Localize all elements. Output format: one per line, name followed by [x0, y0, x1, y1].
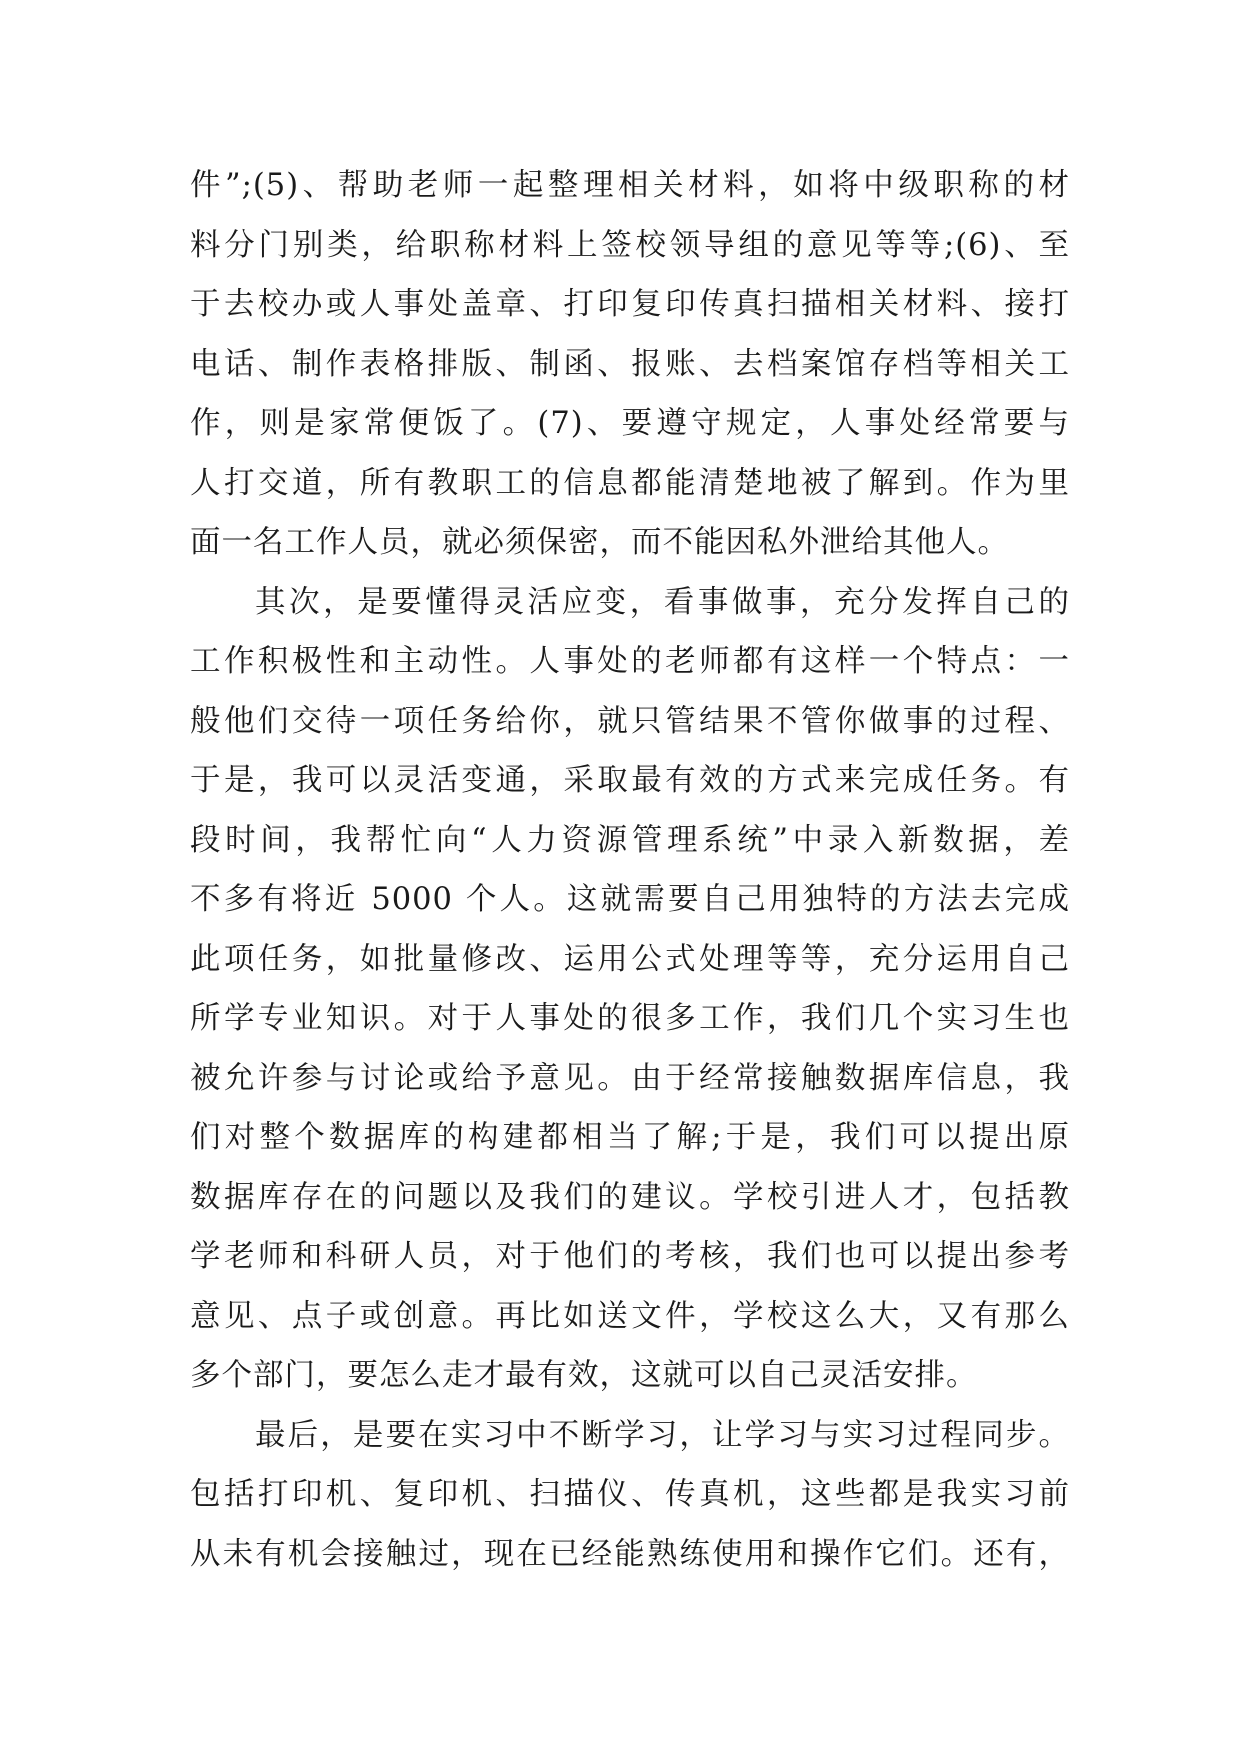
- text-line: 数据库存在的问题以及我们的建议。学校引进人才，包括教: [190, 1179, 1070, 1215]
- text-line: 于是，我可以灵活变通，采取最有效的方式来完成任务。有: [190, 763, 1070, 798]
- text-line: 工作积极性和主动性。人事处的老师都有这样一个特点：一: [190, 644, 1070, 679]
- text-line: 多个部门，要怎么走才最有效，这就可以自己灵活安排。: [190, 1358, 978, 1393]
- body-text: [190, 156, 1070, 1584]
- text-line: 人打交道，所有教职工的信息都能清楚地被了解到。作为里: [190, 465, 1070, 501]
- text-line: 们对整个数据库的构建都相当了解;于是，我们可以提出原: [190, 1120, 1070, 1155]
- text-line: 此项任务，如批量修改、运用公式处理等等，充分运用自己: [190, 941, 1070, 977]
- text-line: 所学专业知识。对于人事处的很多工作，我们几个实习生也: [190, 1001, 1070, 1036]
- text-line: 从未有机会接触过，现在已经能熟练使用和操作它们。还有，: [190, 1536, 1070, 1572]
- text-line: 般他们交待一项任务给你，就只管结果不管你做事的过程、: [190, 703, 1070, 739]
- paragraph-first-line: 最后，是要在实习中不断学习，让学习与实习过程同步。: [255, 1417, 1070, 1453]
- text-line: 作，则是家常便饭了。(7)、要遵守规定，人事处经常要与: [190, 406, 1070, 441]
- text-line: 包括打印机、复印机、扫描仪、传真机，这些都是我实习前: [190, 1477, 1070, 1512]
- text-line: 于去校办或人事处盖章、打印复印传真扫描相关材料、接打: [190, 287, 1070, 322]
- paragraph-first-line: 其次，是要懂得灵活应变，看事做事，充分发挥自己的: [255, 584, 1070, 620]
- text-line: 段时间，我帮忙向“人力资源管理系统”中录入新数据，差: [190, 822, 1070, 858]
- text-line: 被允许参与讨论或给予意见。由于经常接触数据库信息，我: [190, 1060, 1070, 1096]
- text-line: 不多有将近 5000 个人。这就需要自己用独特的方法去完成: [190, 882, 1070, 917]
- text-line: 件”;(5)、帮助老师一起整理相关材料，如将中级职称的材: [190, 168, 1070, 203]
- text-line: 意见、点子或创意。再比如送文件，学校这么大，又有那么: [190, 1298, 1070, 1334]
- text-line: 料分门别类，给职称材料上签校领导组的意见等等;(6)、至: [190, 227, 1070, 263]
- text-line: 学老师和科研人员，对于他们的考核，我们也可以提出参考: [190, 1239, 1070, 1274]
- text-line: 面一名工作人员，就必须保密，而不能因私外泄给其他人。: [190, 525, 1009, 560]
- text-line: 电话、制作表格排版、制函、报账、去档案馆存档等相关工: [190, 346, 1070, 382]
